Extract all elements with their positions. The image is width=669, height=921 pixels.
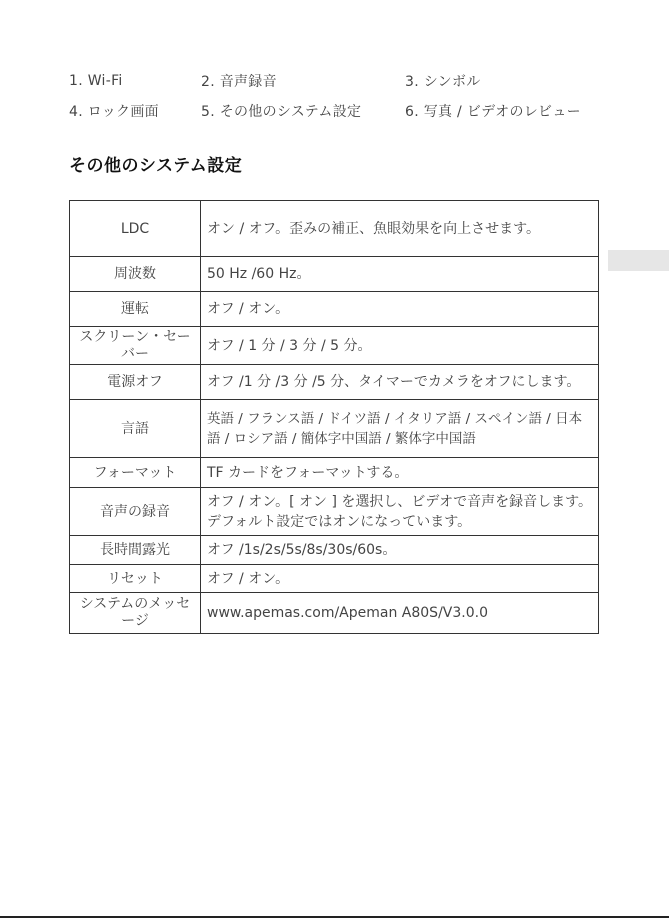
setting-name: 周波数 (70, 257, 201, 292)
setting-value: オフ / 1 分 / 3 分 / 5 分。 (201, 327, 599, 365)
setting-value: オン / オフ。歪みの補正、魚眼効果を向上させます。 (201, 201, 599, 257)
setting-name: 長時間露光 (70, 536, 201, 565)
setting-value: www.apemas.com/Apeman A80S/V3.0.0 (201, 593, 599, 634)
setting-value: オフ / オン。 (201, 565, 599, 593)
setting-value: オフ /1 分 /3 分 /5 分、タイマーでカメラをオフにします。 (201, 365, 599, 400)
toc-row (69, 66, 609, 96)
setting-name: LDC (70, 201, 201, 257)
setting-name: 運転 (70, 292, 201, 327)
table-of-contents (69, 66, 609, 126)
footer-divider (0, 916, 669, 918)
table-row (70, 327, 599, 365)
toc-item-photo-video-review[interactable]: 6. 写真 / ビデオのレビュー (405, 104, 581, 120)
setting-name: 音声の録音 (70, 488, 201, 536)
table-row (70, 593, 599, 634)
setting-value: オフ / オン。[ オン ] を選択し、ビデオで音声を録音します。デフォルト設定ではオンになっています。 (201, 488, 599, 536)
table-row (70, 257, 599, 292)
setting-name: スクリーン・セーバー (70, 327, 201, 365)
table-row (70, 536, 599, 565)
toc-item-symbols[interactable]: 3. シンボル (405, 74, 481, 90)
side-tab (608, 250, 669, 271)
toc-item-wifi[interactable]: 1. Wi-Fi (69, 73, 123, 89)
section-title: その他のシステム設定 (69, 156, 243, 176)
toc-item-lock-screen[interactable]: 4. ロック画面 (69, 104, 159, 120)
setting-name: リセット (70, 565, 201, 593)
toc-item-other-system-settings[interactable]: 5. その他のシステム設定 (201, 104, 362, 120)
table-row (70, 400, 599, 458)
setting-value: オフ / オン。 (201, 292, 599, 327)
setting-name: 言語 (70, 400, 201, 458)
setting-value: オフ /1s/2s/5s/8s/30s/60s。 (201, 536, 599, 565)
toc-row (69, 96, 609, 126)
setting-name: システムのメッセージ (70, 593, 201, 634)
settings-table (69, 200, 599, 634)
table-row (70, 488, 599, 536)
table-row (70, 365, 599, 400)
table-row (70, 292, 599, 327)
setting-name: フォーマット (70, 458, 201, 488)
setting-name: 電源オフ (70, 365, 201, 400)
setting-value: 50 Hz /60 Hz。 (201, 257, 599, 292)
setting-value: TF カードをフォーマットする。 (201, 458, 599, 488)
toc-item-audio-recording[interactable]: 2. 音声録音 (201, 74, 277, 90)
table-row (70, 565, 599, 593)
table-row (70, 201, 599, 257)
setting-value: 英語 / フランス語 / ドイツ語 / イタリア語 / スペイン語 / 日本語 / ロシア語 / 簡体字中国語 / 繁体字中国語 (201, 400, 599, 458)
table-row (70, 458, 599, 488)
